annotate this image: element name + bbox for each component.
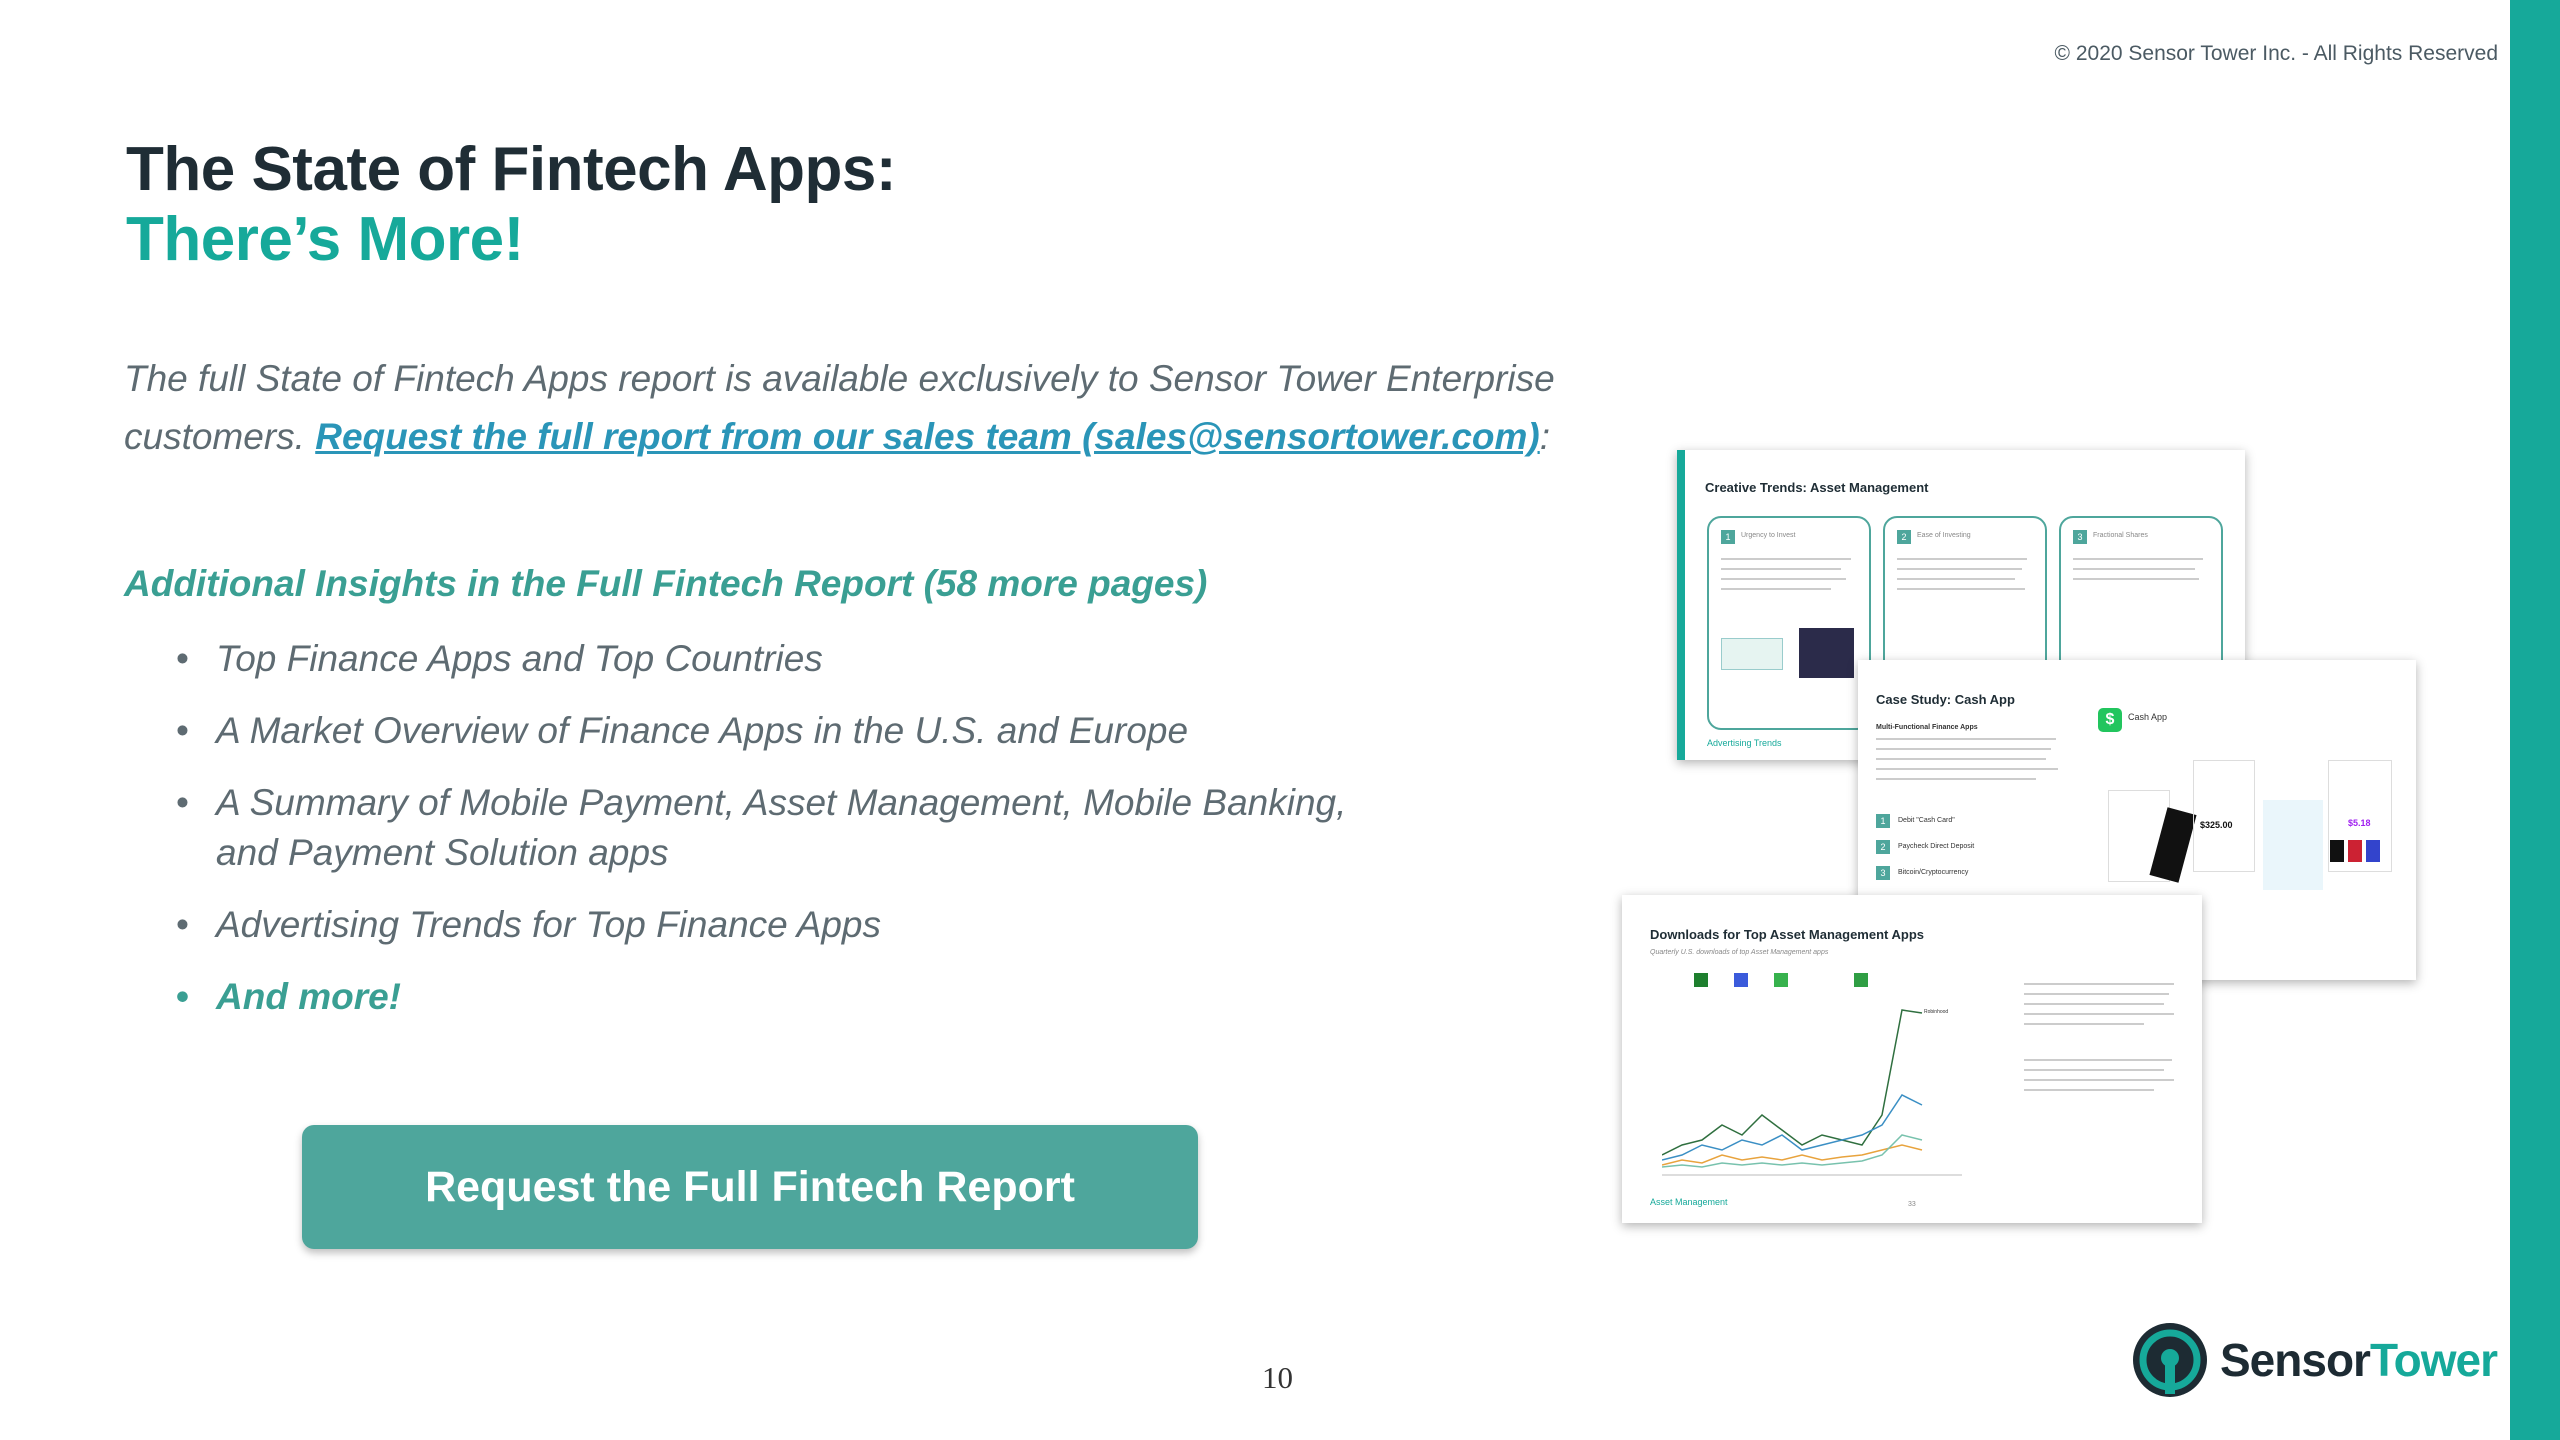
cash-app-icon: $ <box>2098 708 2122 732</box>
sales-team-link[interactable]: Request the full report from our sales team (sales@sensortower.com) <box>315 416 1540 457</box>
intro-text: The full State of Fintech Apps report is available exclusively to Sensor Tower Enterprise customers. <box>124 358 1555 457</box>
thumbnail-downloads: Downloads for Top Asset Management Apps Quarterly U.S. downloads of top Asset Management apps Robinhood Asset Management 33 <box>1622 895 2202 1223</box>
bullet-icon: • <box>176 710 189 751</box>
bullet-icon: • <box>176 976 189 1017</box>
svg-text:Robinhood: Robinhood <box>1924 1009 1949 1015</box>
copyright-text: © 2020 Sensor Tower Inc. - All Rights Reserved <box>2054 42 2498 65</box>
sensor-tower-logo-icon <box>2130 1320 2210 1400</box>
bullet-icon: • <box>176 638 189 679</box>
thumbnail-title: Creative Trends: Asset Management <box>1705 480 1929 495</box>
thumbnail-footer: Advertising Trends <box>1707 738 1782 748</box>
thumbnail-card: 3 Fractional Shares <box>2059 516 2223 730</box>
bullet-icon: • <box>176 782 189 823</box>
request-report-button[interactable]: Request the Full Fintech Report <box>302 1125 1198 1249</box>
list-item-more: • And more! <box>176 972 1376 1022</box>
thumbnail-card: 2 Ease of Investing <box>1883 516 2047 730</box>
page-number: 10 <box>1262 1360 1293 1395</box>
intro-paragraph <box>124 350 1584 466</box>
list-item: • Advertising Trends for Top Finance Apps <box>176 900 1376 950</box>
sensor-tower-logo: SensorTower <box>2130 1320 2497 1400</box>
list-item: • A Summary of Mobile Payment, Asset Management, Mobile Banking, and Payment Solution apps <box>176 778 1376 878</box>
thumbnail-title: Downloads for Top Asset Management Apps <box>1650 927 1924 942</box>
page-subtitle: There’s More! <box>126 205 524 274</box>
intro-suffix: : <box>1539 416 1551 457</box>
insights-list <box>176 634 1376 1044</box>
thumbnail-title: Case Study: Cash App <box>1876 692 2015 707</box>
thumbnail-card: 1 Urgency to Invest <box>1707 516 1871 730</box>
thumbnail-cash-app: Case Study: Cash App Multi-Functional Finance Apps 1 Debit "Cash Card" 2 Paycheck Direct Deposit 3 Bitcoin/Cryptocurrency $ Cash App $325.00 $5.18 <box>1858 660 2416 980</box>
thumbnail-footer: Asset Management <box>1650 1197 1728 1207</box>
list-item: • A Market Overview of Finance Apps in the U.S. and Europe <box>176 706 1376 756</box>
page-title: The State of Fintech Apps: <box>126 135 897 204</box>
bullet-icon: • <box>176 904 189 945</box>
downloads-mini-chart <box>1662 995 1982 1195</box>
insights-heading: Additional Insights in the Full Fintech Report (58 more pages) <box>124 563 1208 604</box>
list-item: • Top Finance Apps and Top Countries <box>176 634 1376 684</box>
right-accent-bar <box>2510 0 2560 1440</box>
